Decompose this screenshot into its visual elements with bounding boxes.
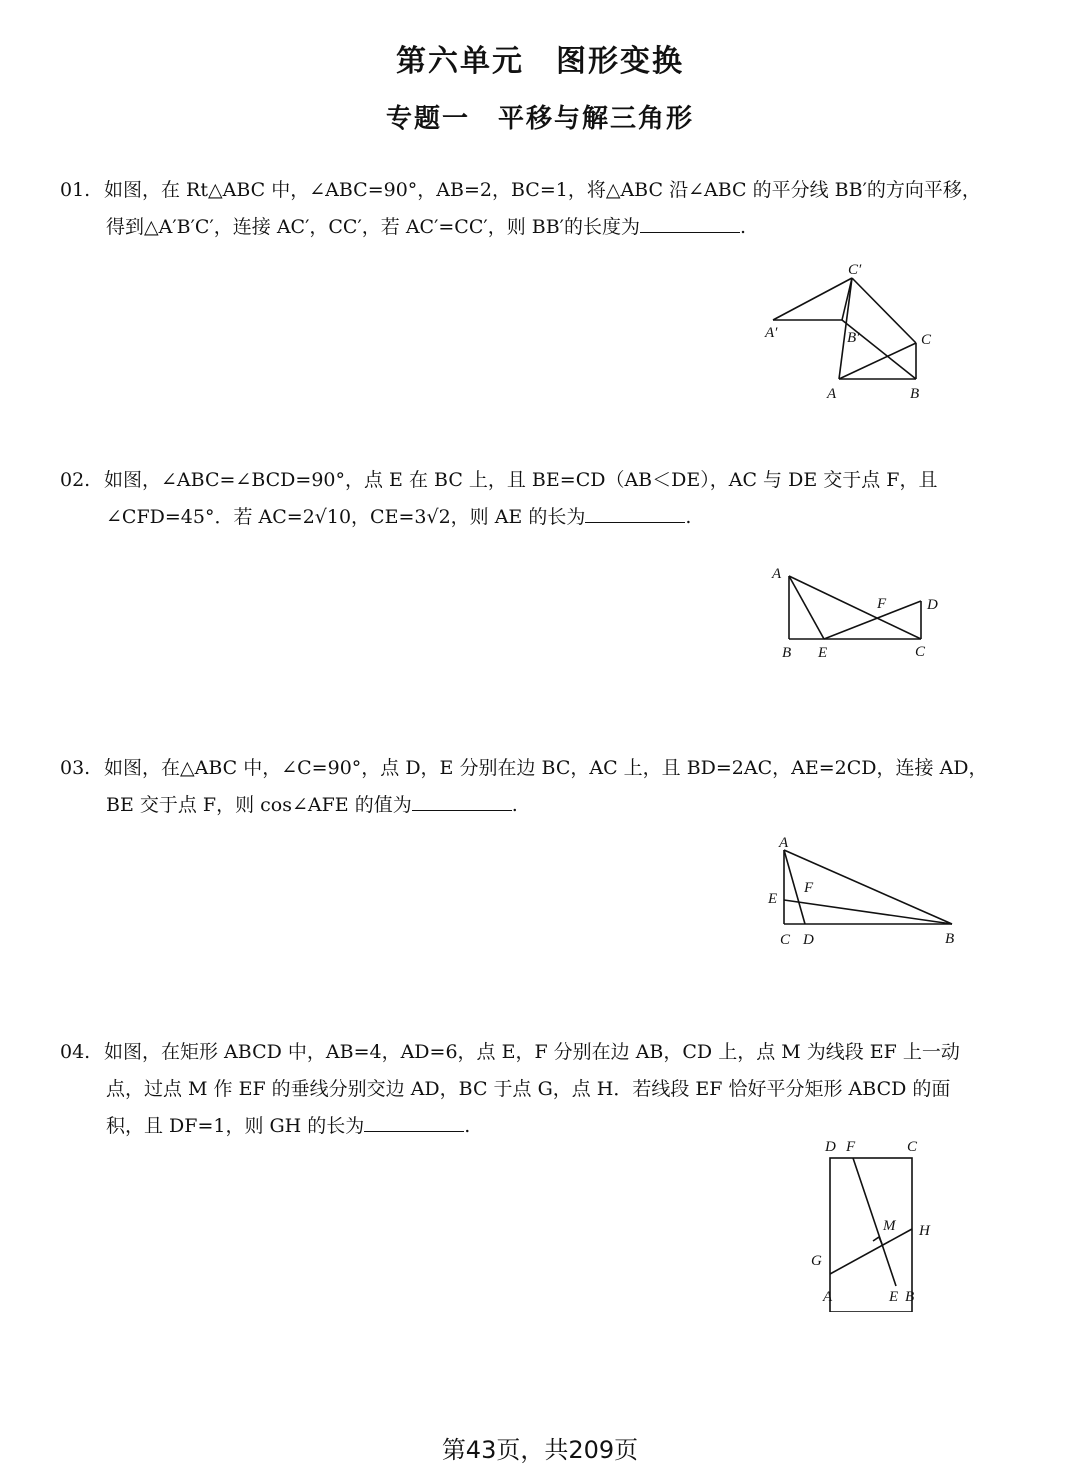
label-H: H [919, 1223, 930, 1239]
label-C: C [915, 644, 926, 660]
label-A: A [779, 835, 789, 851]
label-D: D [927, 597, 938, 613]
question-number: 02. [60, 469, 91, 491]
segment-EB [784, 900, 952, 924]
label-A: A [827, 386, 837, 402]
question-text-line1: 如图，在矩形 ABCD 中，AB=4，AD=6，点 E，F 分别在边 AB，CD 上，点 M 为线段 EF 上一动 [104, 1041, 960, 1063]
label-E: E [768, 891, 778, 907]
answer-blank[interactable] [640, 212, 740, 233]
question-03 [60, 750, 1020, 824]
period: . [511, 794, 518, 816]
label-G: G [811, 1253, 822, 1269]
label-C-prime: C′ [848, 262, 862, 278]
segment-AC [789, 576, 921, 639]
page-footer: 第43页，共209页 [441, 1436, 639, 1464]
label-B: B [945, 931, 955, 947]
figure-4 [805, 1132, 955, 1312]
question-04 [60, 1034, 1020, 1145]
figure-1 [760, 258, 950, 408]
label-F: F [804, 880, 814, 896]
answer-blank[interactable] [412, 790, 512, 811]
segment-C1C [852, 278, 916, 343]
segment-B1B [842, 320, 916, 379]
segment-ED [824, 601, 921, 639]
figure-2 [765, 560, 955, 670]
label-F: F [846, 1139, 856, 1155]
question-text-line1: 如图，在 Rt△ABC 中，∠ABC=90°，AB=2，BC=1，将△ABC 沿∠ABC 的平分线 BB′的方向平移， [104, 179, 981, 201]
label-E: E [889, 1289, 899, 1305]
period: . [739, 216, 747, 238]
segment-AD [784, 850, 805, 924]
answer-blank[interactable] [585, 502, 685, 523]
label-D: D [825, 1139, 836, 1155]
question-text-line2: 点，过点 M 作 EF 的垂线分别交边 AD，BC 于点 G，点 H．若线段 EF 恰好平分矩形 ABCD 的面 [106, 1078, 951, 1100]
figure-3 [760, 830, 975, 955]
answer-blank[interactable] [364, 1111, 464, 1132]
period: . [464, 1115, 471, 1137]
topic-title: 专题一 平移与解三角形 [385, 104, 694, 134]
question-text-line1: 如图，∠ABC=∠BCD=90°，点 E 在 BC 上，且 BE=CD（AB＜DE），AC 与 DE 交于点 F，且 [104, 469, 938, 491]
label-F: F [877, 596, 887, 612]
label-C: C [907, 1139, 918, 1155]
label-C: C [780, 932, 791, 948]
question-text-line2: 得到△A′B′C′，连接 AC′，CC′，若 AC′=CC′，则 BB′的长度为 [106, 216, 640, 238]
label-D: D [803, 932, 814, 948]
question-number: 03. [60, 757, 91, 779]
question-text-line2: BE 交于点 F，则 cos∠AFE 的值为 [106, 794, 412, 816]
label-E: E [818, 645, 828, 661]
question-text-line3: 积，且 DF=1，则 GH 的长为 [106, 1115, 365, 1137]
label-A: A [823, 1289, 833, 1305]
label-B-prime: B′ [847, 330, 860, 346]
question-02 [60, 462, 1020, 536]
question-text-line1: 如图，在△ABC 中，∠C=90°，点 D，E 分别在边 BC，AC 上，且 BD=2AC，AE=2CD，连接 AD， [104, 757, 988, 779]
unit-title: 第六单元 图形变换 [396, 44, 684, 79]
question-number: 04. [60, 1041, 91, 1063]
label-B: B [910, 386, 920, 402]
segment-GH [830, 1229, 912, 1274]
segment-C1A [839, 278, 852, 379]
segment-C1A1 [773, 278, 852, 320]
question-number: 01. [60, 179, 91, 201]
period: . [685, 506, 692, 528]
question-01 [60, 172, 1020, 246]
label-B: B [782, 645, 792, 661]
label-A-prime: A′ [765, 325, 778, 341]
label-B: B [905, 1289, 915, 1305]
segment-AE [789, 576, 824, 639]
question-text-line2: ∠CFD=45°．若 AC=2√10，CE=3√2，则 AE 的长为 [106, 506, 586, 528]
label-A: A [772, 566, 782, 582]
label-C: C [921, 332, 932, 348]
label-M: M [883, 1218, 896, 1234]
